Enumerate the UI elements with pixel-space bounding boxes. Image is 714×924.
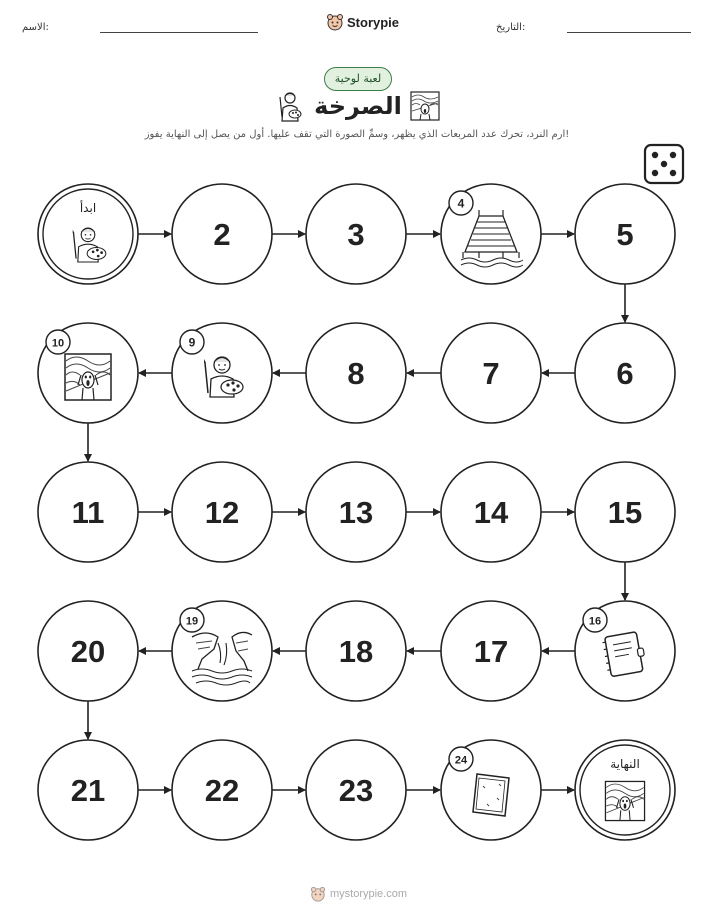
cell-badge-number: 10 [51, 337, 65, 350]
cell-number: 21 [70, 773, 106, 808]
cell-number: 5 [616, 217, 634, 252]
board-cell-13[interactable] [306, 462, 406, 562]
board-cell-17[interactable] [441, 601, 541, 701]
board-cell-4[interactable] [441, 184, 541, 284]
board-cell-2[interactable] [172, 184, 272, 284]
board-cell-12[interactable] [172, 462, 272, 562]
cell-badge-number: 19 [185, 615, 199, 628]
board-cell-1[interactable] [38, 184, 138, 284]
cell-number: 11 [71, 495, 105, 530]
board-cell-16[interactable] [575, 601, 675, 701]
cell-number: 3 [347, 217, 365, 252]
cell-number: 22 [204, 773, 240, 808]
board-cell-9[interactable] [172, 323, 272, 423]
footer [310, 886, 420, 904]
cell-number: 12 [204, 495, 240, 530]
board-cell-6[interactable] [575, 323, 675, 423]
cell-badge-number: 16 [588, 615, 602, 628]
cell-number: 6 [616, 356, 634, 391]
canvas-icon [473, 774, 509, 816]
scream-painting-icon [65, 354, 111, 400]
cell-number: 20 [70, 634, 106, 669]
board-cell-19[interactable] [172, 601, 272, 701]
cell-badge-number: 9 [188, 335, 196, 350]
board-cell-23[interactable] [306, 740, 406, 840]
board-cell-15[interactable] [575, 462, 675, 562]
cell-number: 17 [473, 634, 509, 669]
board-cell-5[interactable] [575, 184, 675, 284]
board-cell-11[interactable] [38, 462, 138, 562]
cell-badge-number: 4 [457, 196, 465, 211]
brand-name: Storypie [347, 15, 400, 30]
end-label: النهاية [610, 757, 640, 771]
board-cell-14[interactable] [441, 462, 541, 562]
footer-url[interactable]: mystorypie.com [330, 888, 408, 900]
cell-number: 23 [338, 773, 374, 808]
cell-number: 7 [482, 356, 500, 391]
board-cell-22[interactable] [172, 740, 272, 840]
cell-number: 2 [213, 217, 231, 252]
cell-number: 18 [338, 634, 374, 669]
board-cell-7[interactable] [441, 323, 541, 423]
board-cell-3[interactable] [306, 184, 406, 284]
start-label: ابدأ [79, 201, 97, 215]
cell-number: 13 [338, 495, 374, 530]
game-type-badge: لعبة لوحية [324, 67, 392, 91]
name-label: الاسم: [22, 22, 49, 33]
board-cell-10[interactable] [38, 323, 138, 423]
board-cell-24[interactable] [441, 740, 541, 840]
cell-number: 15 [607, 495, 643, 530]
board-cell-18[interactable] [306, 601, 406, 701]
board-cell-25[interactable] [575, 740, 675, 840]
board-cell-8[interactable] [306, 323, 406, 423]
cell-number: 14 [473, 495, 509, 530]
scream-painting-icon [605, 781, 644, 820]
page-title: الصرخة [314, 92, 402, 120]
board-cell-21[interactable] [38, 740, 138, 840]
board-cells [38, 184, 675, 840]
board-cell-20[interactable] [38, 601, 138, 701]
instructions-text: ارم النرد، تحرك عدد المربعات الذي يظهر، وسمِّ الصورة التي تقف عليها. أول من يصل إلى النهاية يفوز! [144, 129, 570, 140]
cell-badge-number: 24 [454, 754, 468, 767]
cell-number: 8 [347, 356, 365, 391]
storypie-mascot-icon [310, 886, 326, 902]
date-label: التاريخ: [496, 22, 526, 33]
